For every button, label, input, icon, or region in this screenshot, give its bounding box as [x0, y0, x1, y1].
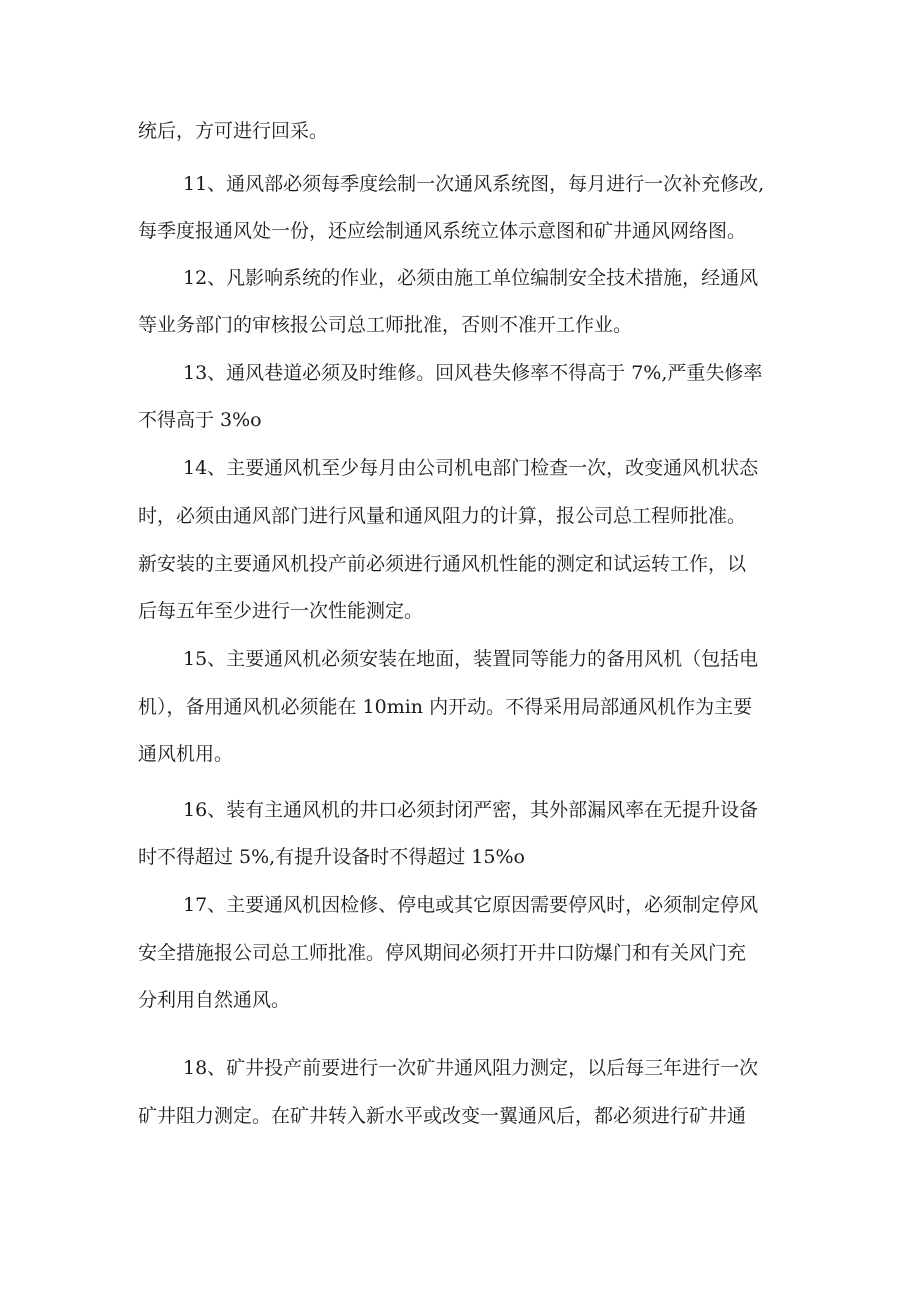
text-line: 每季度报通风处一份，还应绘制通风系统立体示意图和矿井通风网络图。	[138, 220, 747, 242]
text-line: 不得高于 3%o	[138, 409, 262, 431]
text-line: 18、矿井投产前要进行一次矿井通风阻力测定，以后每三年进行一次	[183, 1057, 759, 1079]
text-line: 14、主要通风机至少每月由公司机电部门检查一次，改变通风机状态	[183, 457, 759, 479]
text-line: 等业务部门的审核报公司总工师批准，否则不准开工作业。	[138, 314, 633, 336]
text-line: 安全措施报公司总工师批准。停风期间必须打开井口防爆门和有关风门充	[138, 942, 747, 964]
text-line: 时，必须由通风部门进行风量和通风阻力的计算，报公司总工程师批准。	[138, 505, 747, 527]
text-line: 后每五年至少进行一次性能测定。	[138, 600, 424, 622]
text-line: 13、通风巷道必须及时维修。回风巷失修率不得高于 7%,严重失修率	[183, 362, 763, 384]
text-line: 机），备用通风机必须能在 10min 内开动。不得采用局部通风机作为主要	[138, 696, 753, 718]
text-line: 矿井阻力测定。在矿井转入新水平或改变一翼通风后，都必须进行矿井通	[138, 1105, 747, 1127]
text-line: 15、主要通风机必须安装在地面，装置同等能力的备用风机（包括电	[183, 648, 759, 670]
text-line: 分利用自然通风。	[138, 989, 291, 1011]
text-line: 时不得超过 5%,有提升设备时不得超过 15%o	[138, 846, 525, 868]
text-line: 12、凡影响系统的作业，必须由施工单位编制安全技术措施，经通风	[183, 267, 759, 289]
text-line: 新安装的主要通风机投产前必须进行通风机性能的测定和试运转工作，以	[138, 553, 747, 575]
text-line: 17、主要通风机因检修、停电或其它原因需要停风时，必须制定停风	[183, 894, 759, 916]
text-line: 11、通风部必须每季度绘制一次通风系统图，每月进行一次补充修改,	[183, 173, 765, 195]
text-line: 16、装有主通风机的井口必须封闭严密，其外部漏风率在无提升设备	[183, 799, 759, 821]
text-line: 统后，方可进行回采。	[138, 120, 329, 142]
text-line: 通风机用。	[138, 743, 234, 765]
